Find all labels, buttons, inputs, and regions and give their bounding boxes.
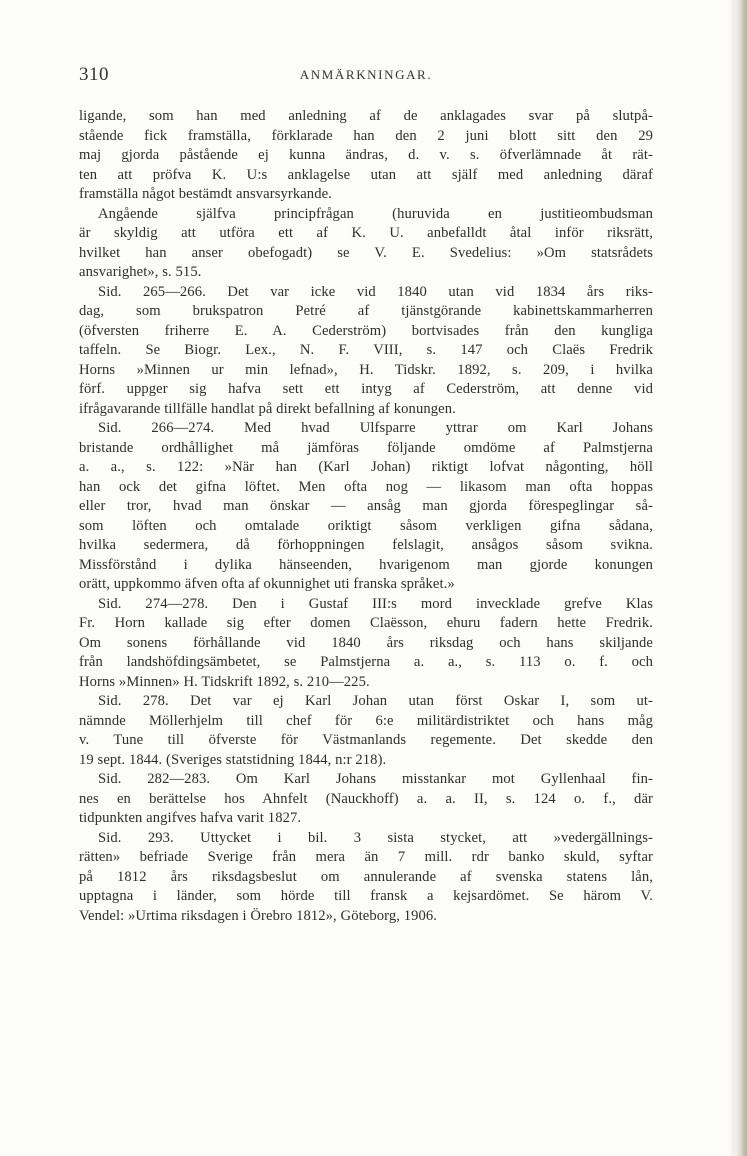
text-line: rätten» befriade Sverige från mera än 7 mill. rdr banko skuld, syftar — [79, 849, 653, 865]
text-line: bristande ordhållighet må jämföras följande omdöme af Palmstjerna — [79, 439, 653, 456]
text-line: ifrågavarande tillfälle handlat på direkt befallning af konungen. — [79, 400, 456, 417]
text-line: Om sonens förhållande vid 1840 års riksdag och hans skiljande — [79, 634, 653, 651]
text-line: Horns »Minnen ur min lefnad», H. Tidskr. 1892, s. 209, i hvilka — [79, 361, 653, 378]
running-title: ANMÄRKNINGAR. — [299, 67, 433, 82]
text-line: tidpunkten angifves hafva varit 1827. — [79, 810, 302, 826]
text-line: ten att pröfva K. U:s anklagelse utan att själf med anledning däraf — [79, 166, 653, 183]
text-line: maj gjorda påstående ej kunna ändras, d. v. s. öfverlämnade åt rät- — [79, 147, 653, 163]
text-line: förf. uppger sig hafva sett ett intyg af Cederström, att denne vid — [79, 381, 653, 397]
text-line: Missförstånd i dylika hänseenden, hvarigenom man gjorde konungen — [79, 556, 653, 573]
text-line: upptagna i länder, som hörde till fransk a kejsardömet. Se härom V. — [79, 888, 653, 904]
text-line: orätt, uppkommo äfven ofta af okunnighet uti franska språket.» — [79, 576, 455, 592]
book-spine-edge — [735, 0, 747, 1156]
notes-body-text — [79, 107, 653, 926]
text-line: hvilka sedermera, då förhoppningen felslagit, ansågos såsom svikna. — [79, 537, 653, 553]
text-line: Sid. 278. Det var ej Karl Johan utan först Oskar I, som ut- — [98, 693, 653, 709]
text-line: taffeln. Se Biogr. Lex., N. F. VIII, s. 147 och Claës Fredrik — [79, 342, 653, 358]
running-head — [79, 64, 653, 88]
text-line: Angående själfva principfrågan (huruvida en justitieombudsman — [98, 205, 653, 222]
text-line: 19 sept. 1844. (Sveriges statstidning 1844, n:r 218). — [79, 751, 387, 768]
text-line: från landshöfdingsämbetet, se Palmstjerna a. a., s. 113 o. f. och — [79, 654, 653, 670]
text-line: Sid. 274—278. Den i Gustaf III:s mord invecklade grefve Klas — [98, 595, 653, 612]
text-line: v. Tune till öfverste för Västmanlands regemente. Det skedde den — [79, 732, 653, 748]
text-line: Sid. 282—283. Om Karl Johans misstankar mot Gyllenhaal fin- — [98, 771, 653, 787]
page-number: 310 — [79, 64, 109, 85]
text-line: stående fick framställa, förklarade han den 2 juni blott sitt den 29 — [79, 127, 653, 144]
text-line: är skyldig att utföra ett af K. U. anbefalldt åtal inför riksrätt, — [79, 225, 653, 241]
text-line: Vendel: »Urtima riksdagen i Örebro 1812», Göteborg, 1906. — [79, 907, 438, 924]
text-line: på 1812 års riksdagsbeslut om annulerande af svenska statens lån, — [79, 868, 653, 885]
text-line: hvilket han anser obefogadt) se V. E. Svedelius: »Om statsrådets — [79, 244, 653, 261]
text-line: Sid. 266—274. Med hvad Ulfsparre yttrar om Karl Johans — [98, 420, 653, 436]
text-line: Fr. Horn kallade sig efter domen Claësson, ehuru fadern hette Fredrik. — [79, 615, 653, 631]
text-line: eller tror, hvad man önskar — ansåg man gjorda förespeglingar så- — [79, 498, 653, 514]
text-line: Sid. 265—266. Det var icke vid 1840 utan vid 1834 års riks- — [98, 283, 653, 300]
text-line: nes en berättelse hos Ahnfelt (Nauckhoff) a. a. II, s. 124 o. f., där — [79, 790, 653, 807]
text-line: ligande, som han med anledning af de anklagades svar på slutpå- — [79, 108, 653, 124]
text-line: framställa något bestämdt ansvarsyrkande. — [79, 186, 332, 202]
text-line: han ock det gifna löftet. Men ofta nog — likasom man ofta hoppas — [79, 478, 653, 495]
text-line: Horns »Minnen» H. Tidskrift 1892, s. 210—225. — [79, 673, 370, 690]
text-line: (öfversten friherre E. A. Cederström) bortvisades från den kungliga — [79, 322, 653, 339]
text-line: a. a., s. 122: »När han (Karl Johan) riktigt lofvat någonting, höll — [79, 459, 653, 475]
text-line: Sid. 293. Uttycket i bil. 3 sista stycket, att »vedergällnings- — [98, 829, 653, 846]
text-line: dag, som brukspatron Petré af tjänstgörande kabinettskammarherren — [79, 303, 653, 319]
text-line: nämnde Möllerhjelm till chef för 6:e militärdistriktet och hans måg — [79, 712, 653, 729]
text-line: ansvarighet», s. 515. — [79, 264, 202, 280]
text-line: som löften och omtalade oriktigt såsom verkligen gifna sådana, — [79, 517, 653, 534]
